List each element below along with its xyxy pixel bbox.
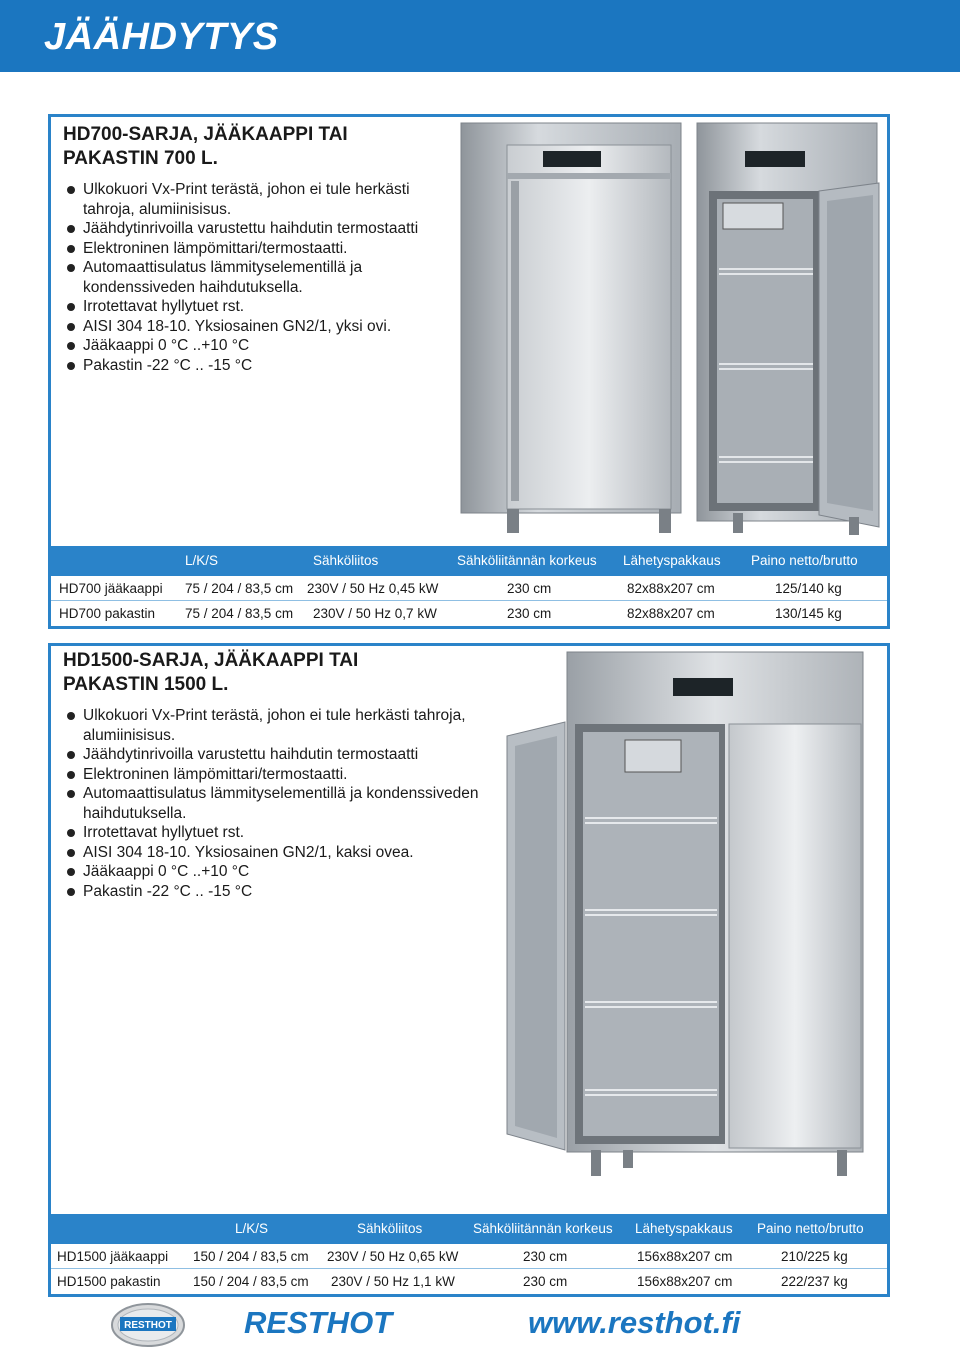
list-item: Ulkokuori Vx-Print terästä, johon ei tule herkästi bbox=[67, 180, 418, 200]
table-row: HD1500 jääkaappi 150 / 204 / 83,5 cm 230V / 50 Hz 0,65 kW 230 cm 156x88x207 cm 210/225 kg bbox=[51, 1244, 887, 1269]
page-header bbox=[0, 0, 960, 72]
list-item: tahroja, alumiinisisus. bbox=[83, 200, 232, 218]
col-header: Sähköliitännän korkeus bbox=[473, 1221, 613, 1236]
table-header bbox=[51, 1214, 887, 1244]
footer-website-link[interactable]: www.resthot.fi bbox=[528, 1305, 741, 1340]
list-item: Elektroninen lämpömittari/termostaatti. bbox=[67, 239, 418, 259]
col-header: Paino netto/brutto bbox=[751, 553, 858, 568]
list-item: AISI 304 18-10. Yksiosainen GN2/1, kaksi ovea. bbox=[67, 843, 478, 863]
list-item: Pakastin -22 °C .. -15 °C bbox=[67, 882, 478, 902]
hd700-title: HD700-SARJA, JÄÄKAAPPI TAI PAKASTIN 700 L. bbox=[63, 124, 348, 169]
table-row: HD700 jääkaappi 75 / 204 / 83,5 cm 230V / 50 Hz 0,45 kW 230 cm 82x88x207 cm 125/140 kg bbox=[51, 576, 887, 601]
col-header: L/K/S bbox=[235, 1221, 269, 1236]
hd1500-feature-list bbox=[67, 706, 478, 901]
hd1500-title: HD1500-SARJA, JÄÄKAAPPI TAI PAKASTIN 1500 L. bbox=[63, 650, 359, 695]
list-item: Irrotettavat hyllytuet rst. bbox=[67, 297, 418, 317]
table-header bbox=[51, 546, 887, 576]
hd700-spec-table bbox=[51, 546, 887, 626]
list-item: Ulkokuori Vx-Print terästä, johon ei tule herkästi tahroja, bbox=[67, 706, 478, 726]
footer-brand: RESTHOT bbox=[244, 1305, 393, 1340]
list-item: Automaattisulatus lämmityselementillä ja kondenssiveden bbox=[67, 784, 478, 804]
hd700-product-image bbox=[447, 119, 887, 539]
resthot-logo bbox=[110, 1302, 186, 1348]
hd700-section bbox=[48, 114, 890, 629]
list-item: Jäähdytinrivoilla varustettu haihdutin termostaatti bbox=[67, 219, 418, 239]
list-item: haihdutuksella. bbox=[83, 804, 187, 822]
list-item: alumiinisisus. bbox=[83, 726, 176, 744]
list-item: Jääkaappi 0 °C ..+10 °C bbox=[67, 862, 478, 882]
page-title: JÄÄHDYTYS bbox=[44, 16, 279, 58]
table-row: HD1500 pakastin 150 / 204 / 83,5 cm 230V / 50 Hz 1,1 kW 230 cm 156x88x207 cm 222/237 kg bbox=[57, 1274, 848, 1289]
table-row: HD700 pakastin 75 / 204 / 83,5 cm 230V / 50 Hz 0,7 kW 230 cm 82x88x207 cm 130/145 kg bbox=[59, 606, 842, 621]
hd700-feature-list bbox=[67, 180, 418, 375]
hd1500-spec-table bbox=[51, 1214, 887, 1294]
hd1500-section bbox=[48, 643, 890, 1297]
col-header: Sähköliitos bbox=[313, 553, 379, 568]
list-item: Jääkaappi 0 °C ..+10 °C bbox=[67, 336, 418, 356]
list-item: Pakastin -22 °C .. -15 °C bbox=[67, 356, 418, 376]
list-item: Elektroninen lämpömittari/termostaatti. bbox=[67, 765, 478, 785]
col-header: Sähköliitännän korkeus bbox=[457, 553, 597, 568]
logo-text: RESTHOT bbox=[124, 1320, 172, 1331]
list-item: Jäähdytinrivoilla varustettu haihdutin termostaatti bbox=[67, 745, 478, 765]
col-header: Lähetyspakkaus bbox=[635, 1221, 733, 1236]
col-header: L/K/S bbox=[185, 553, 219, 568]
hd1500-product-image bbox=[497, 650, 867, 1190]
col-header: Sähköliitos bbox=[357, 1221, 423, 1236]
list-item: AISI 304 18-10. Yksiosainen GN2/1, yksi ovi. bbox=[67, 317, 418, 337]
list-item: kondenssiveden haihdutuksella. bbox=[83, 278, 303, 296]
col-header: Paino netto/brutto bbox=[757, 1221, 864, 1236]
list-item: Irrotettavat hyllytuet rst. bbox=[67, 823, 478, 843]
list-item: Automaattisulatus lämmityselementillä ja bbox=[67, 258, 418, 278]
col-header: Lähetyspakkaus bbox=[623, 553, 721, 568]
